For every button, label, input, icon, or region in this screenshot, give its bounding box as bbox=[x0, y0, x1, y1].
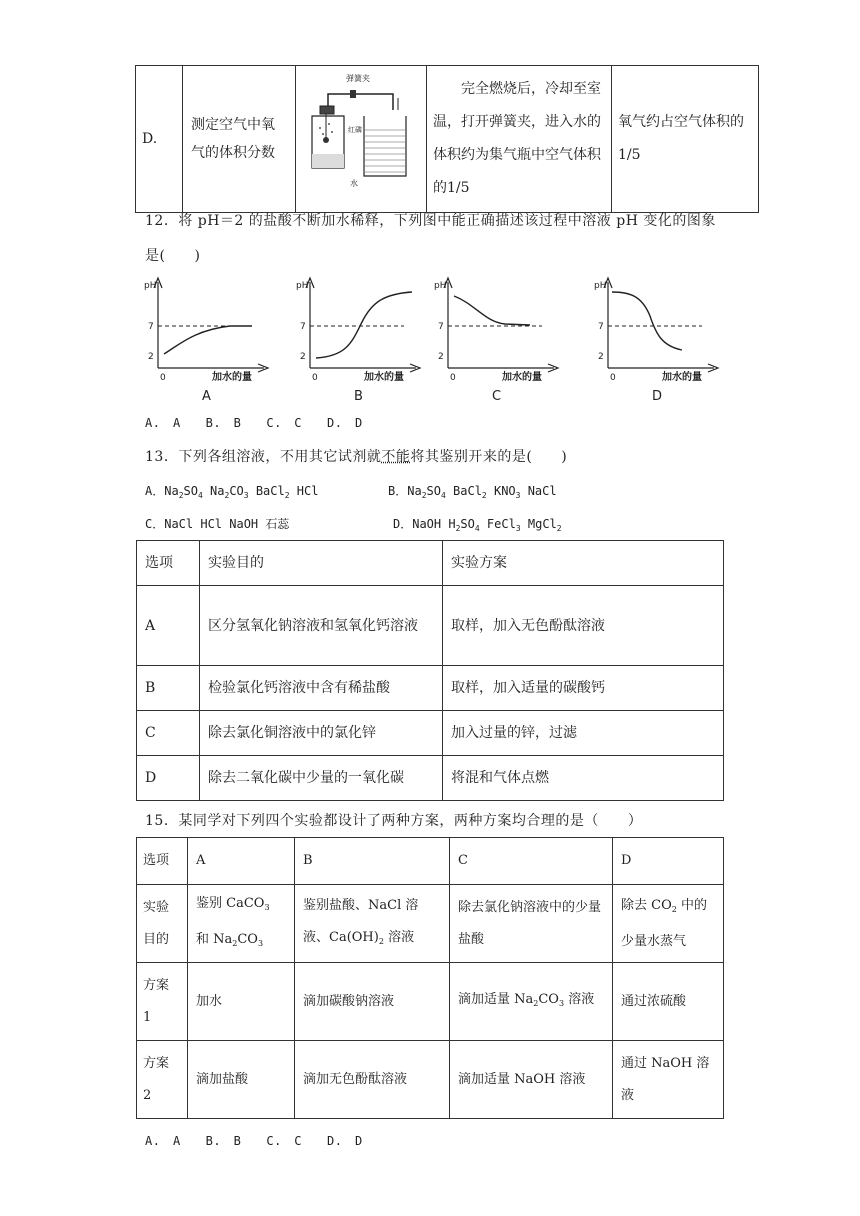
origin-label: 0 bbox=[610, 373, 616, 383]
q15-header-option: 选项 bbox=[137, 838, 188, 885]
y-label: pH bbox=[144, 281, 157, 291]
q14-row-a-option: A bbox=[137, 586, 200, 666]
q14-row-c-option: C bbox=[137, 711, 200, 756]
q15-purpose-c: 除去氯化钠溶液中的少量盐酸 bbox=[450, 885, 613, 963]
ph-graph-b bbox=[296, 278, 420, 404]
q15-purpose-label: 实验目的 bbox=[137, 885, 188, 963]
q14-row-b-plan: 取样，加入适量的碳酸钙 bbox=[443, 666, 724, 711]
q15-plan2-d: 通过 NaOH 溶液 bbox=[613, 1041, 724, 1119]
q13-option-d: D．NaOH $H_2SO_4$ FeCl$_3$ MgCl$_2$ bbox=[393, 517, 562, 533]
ph-curve bbox=[612, 292, 682, 350]
ph-graph-c bbox=[434, 278, 558, 404]
q14-row-d-plan: 将混和气体点燃 bbox=[443, 756, 724, 801]
ph-curve bbox=[454, 296, 530, 325]
tick-2: 2 bbox=[438, 352, 444, 362]
ph-graph-d bbox=[594, 278, 718, 404]
q12-stem-line2: 是( ) bbox=[145, 248, 201, 264]
apparatus-diagram bbox=[298, 68, 424, 198]
q12-answer-options: A. A B. B C. C D. D bbox=[145, 416, 363, 430]
q14-row-b-purpose: 检验氯化钙溶液中含有稀盐酸 bbox=[200, 666, 443, 711]
ph-curve bbox=[316, 292, 412, 358]
q14-row-d-purpose: 除去二氧化碳中少量的一氧化碳 bbox=[200, 756, 443, 801]
tick-7: 7 bbox=[438, 322, 444, 332]
phosphorus-label: 红磷 bbox=[348, 126, 362, 134]
q14-row-a-purpose: 区分氢氧化钠溶液和氢氧化钙溶液 bbox=[200, 586, 443, 666]
apparatus-cell bbox=[296, 66, 427, 213]
q14-row-d-option: D bbox=[137, 756, 200, 801]
x-label: 加水的量 bbox=[662, 372, 702, 383]
ph-graph-a bbox=[144, 278, 268, 404]
y-label: pH bbox=[434, 281, 447, 291]
q14-row-b-option: B bbox=[137, 666, 200, 711]
q15-plan2-c: 滴加适量 NaOH 溶液 bbox=[450, 1041, 613, 1119]
origin-label: 0 bbox=[450, 373, 456, 383]
q13-option-b: B．$Na_2SO_4$ BaCl$_2$ $KNO_3$ NaCl bbox=[388, 484, 557, 500]
q12-graphs bbox=[140, 272, 720, 407]
q14-header-option: 选项 bbox=[137, 541, 200, 586]
q14-row-c-purpose: 除去氯化铜溶液中的氯化锌 bbox=[200, 711, 443, 756]
q15-purpose-d: 除去 $CO_2$ 中的少量水蒸气 bbox=[613, 885, 724, 963]
x-label: 加水的量 bbox=[502, 372, 542, 383]
graph-label: D bbox=[652, 389, 663, 404]
q15-plan2-a: 滴加盐酸 bbox=[188, 1041, 295, 1119]
q13-option-a: A．$Na_2SO_4$ $Na_2CO_3$ BaCl$_2$ HCl bbox=[145, 484, 319, 500]
conclusion-cell: 氧气约占空气体积的1/5 bbox=[612, 66, 759, 213]
tick-7: 7 bbox=[598, 322, 604, 332]
q15-plan1-c: 滴加适量 $Na_2CO_3$ 溶液 bbox=[450, 963, 613, 1041]
q15-header-d: D bbox=[613, 838, 724, 885]
clamp-label: 弹簧夹 bbox=[346, 74, 370, 83]
tick-7: 7 bbox=[148, 322, 154, 332]
phenomenon-cell: 完全燃烧后，冷却至室温，打开弹簧夹，进入水的体积约为集气瓶中空气体积的1/5 bbox=[427, 66, 612, 213]
q13-stem bbox=[145, 446, 567, 466]
q14-row-c-plan: 加入过量的锌，过滤 bbox=[443, 711, 724, 756]
purpose-cell: 测定空气中氧气的体积分数 bbox=[183, 66, 296, 213]
q13-option-c: C．NaCl HCl NaOH 石蕊 bbox=[145, 517, 290, 531]
q15-plan1-a: 加水 bbox=[188, 963, 295, 1041]
q15-purpose-b: 鉴别盐酸、NaCl 溶液、$Ca(OH)_2$ 溶液 bbox=[295, 885, 450, 963]
tick-2: 2 bbox=[598, 352, 604, 362]
q13-stem-post: 将其鉴别开来的是( ) bbox=[410, 449, 568, 465]
q15-answer-options: A. A B. B C. C D. D bbox=[145, 1134, 363, 1148]
y-label: pH bbox=[594, 281, 607, 291]
q15-plan1-d: 通过浓硫酸 bbox=[613, 963, 724, 1041]
q14-row-a-plan: 取样，加入无色酚酞溶液 bbox=[443, 586, 724, 666]
q15-table bbox=[136, 837, 724, 1119]
x-label: 加水的量 bbox=[212, 372, 252, 383]
q13-stem-emph: 不能 bbox=[381, 449, 411, 465]
y-label: pH bbox=[296, 281, 309, 291]
q15-stem: 15．某同学对下列四个实验都设计了两种方案，两种方案均合理的是（ ） bbox=[145, 813, 643, 829]
ph-curve bbox=[164, 326, 252, 354]
tick-7: 7 bbox=[300, 322, 306, 332]
x-label: 加水的量 bbox=[364, 372, 404, 383]
q14-header-purpose: 实验目的 bbox=[200, 541, 443, 586]
q12-stem-line1: 12．将 pH＝2 的盐酸不断加水稀释，下列图中能正确描述该过程中溶液 pH 变化的图象 bbox=[145, 213, 716, 229]
tick-2: 2 bbox=[148, 352, 154, 362]
q13-stem-pre: 13．下列各组溶液，不用其它试剂就 bbox=[145, 449, 382, 465]
q15-header-a: A bbox=[188, 838, 295, 885]
graph-label: A bbox=[202, 389, 211, 404]
q15-plan2-b: 滴加无色酚酞溶液 bbox=[295, 1041, 450, 1119]
origin-label: 0 bbox=[312, 373, 318, 383]
q15-header-b: B bbox=[295, 838, 450, 885]
q15-plan1-label: 方案 1 bbox=[137, 963, 188, 1041]
q14-header-plan: 实验方案 bbox=[443, 541, 724, 586]
q15-plan2-label: 方案 2 bbox=[137, 1041, 188, 1119]
tick-2: 2 bbox=[300, 352, 306, 362]
experiment-table-top bbox=[135, 65, 759, 213]
row-label: D. bbox=[136, 66, 183, 213]
graph-label: B bbox=[354, 389, 363, 404]
graph-label: C bbox=[492, 389, 502, 404]
water-label: 水 bbox=[350, 179, 358, 188]
q15-header-c: C bbox=[450, 838, 613, 885]
q15-plan1-b: 滴加碳酸钠溶液 bbox=[295, 963, 450, 1041]
q15-purpose-a: 鉴别 CaCO$_3$ 和 $Na_2CO_3$ bbox=[188, 885, 295, 963]
q14-table bbox=[136, 540, 724, 801]
origin-label: 0 bbox=[160, 373, 166, 383]
